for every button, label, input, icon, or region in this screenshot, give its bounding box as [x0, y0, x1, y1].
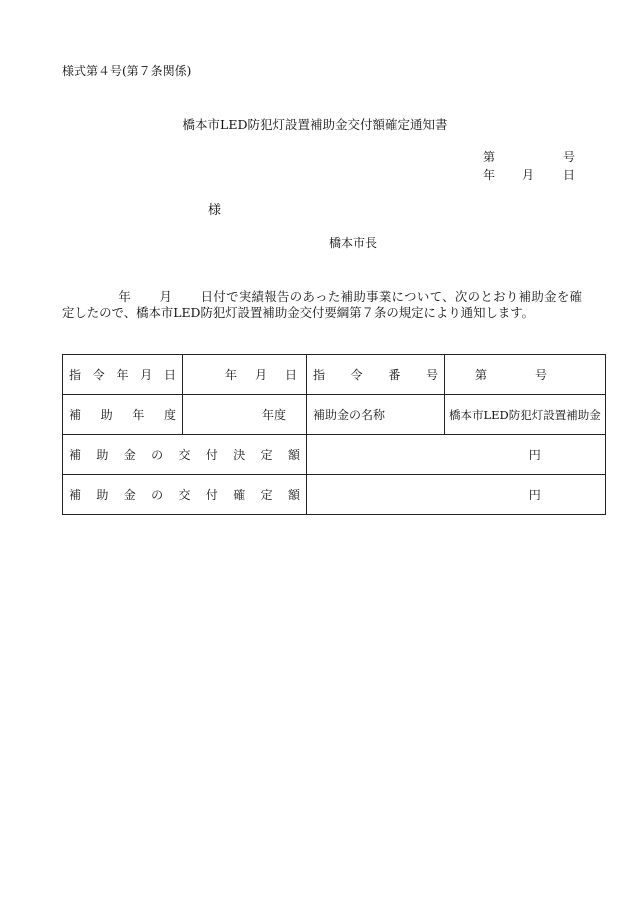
- details-table: [62, 354, 606, 515]
- label-fiscal-year: 補助年度: [63, 395, 183, 435]
- body-text: 日付で実績報告のあった補助事業について、次のとおり補助金を確定したので、橋本市LED防犯灯設置補助金交付要綱第７条の規定により通知します。: [62, 289, 583, 320]
- doc-date-month: 月: [522, 168, 535, 182]
- doc-number-prefix: 第: [483, 150, 496, 164]
- label-confirmed-amount: 補助金の交付確定額: [63, 475, 307, 515]
- form-number: 様式第４号(第７条関係): [62, 64, 192, 78]
- order-date-year: 年: [225, 368, 238, 382]
- table-row: [63, 395, 606, 435]
- table-row: [63, 475, 606, 515]
- doc-date-day: 日: [563, 168, 576, 182]
- value-order-number: [445, 355, 606, 395]
- order-date-month: 月: [255, 368, 268, 382]
- body-date-year: 年: [118, 289, 132, 304]
- sender-name: 橋本市長: [329, 236, 378, 250]
- value-confirmed-amount: 円: [307, 475, 606, 515]
- order-number-prefix: 第: [475, 368, 488, 382]
- table-row: [63, 355, 606, 395]
- document-title: 橋本市LED防犯灯設置補助金交付額確定通知書: [182, 117, 448, 132]
- label-decided-amount: 補助金の交付決定額: [63, 435, 307, 475]
- body-paragraph: [62, 289, 582, 321]
- label-subsidy-name: 補助金の名称: [307, 395, 445, 435]
- value-decided-amount: 円: [307, 435, 606, 475]
- value-order-date: [183, 355, 307, 395]
- value-subsidy-name: 橋本市LED防犯灯設置補助金: [445, 395, 606, 435]
- order-date-day: 日: [285, 368, 298, 382]
- label-order-number: 指令番号: [307, 355, 445, 395]
- body-date-month: 月: [159, 289, 173, 304]
- table-row: [63, 435, 606, 475]
- label-order-date: 指令年月日: [63, 355, 183, 395]
- addressee-honorific: 様: [208, 203, 222, 218]
- doc-date-year: 年: [483, 168, 496, 182]
- value-fiscal-year: 年度: [183, 395, 307, 435]
- order-number-suffix: 号: [535, 368, 548, 382]
- doc-number-suffix: 号: [563, 150, 576, 164]
